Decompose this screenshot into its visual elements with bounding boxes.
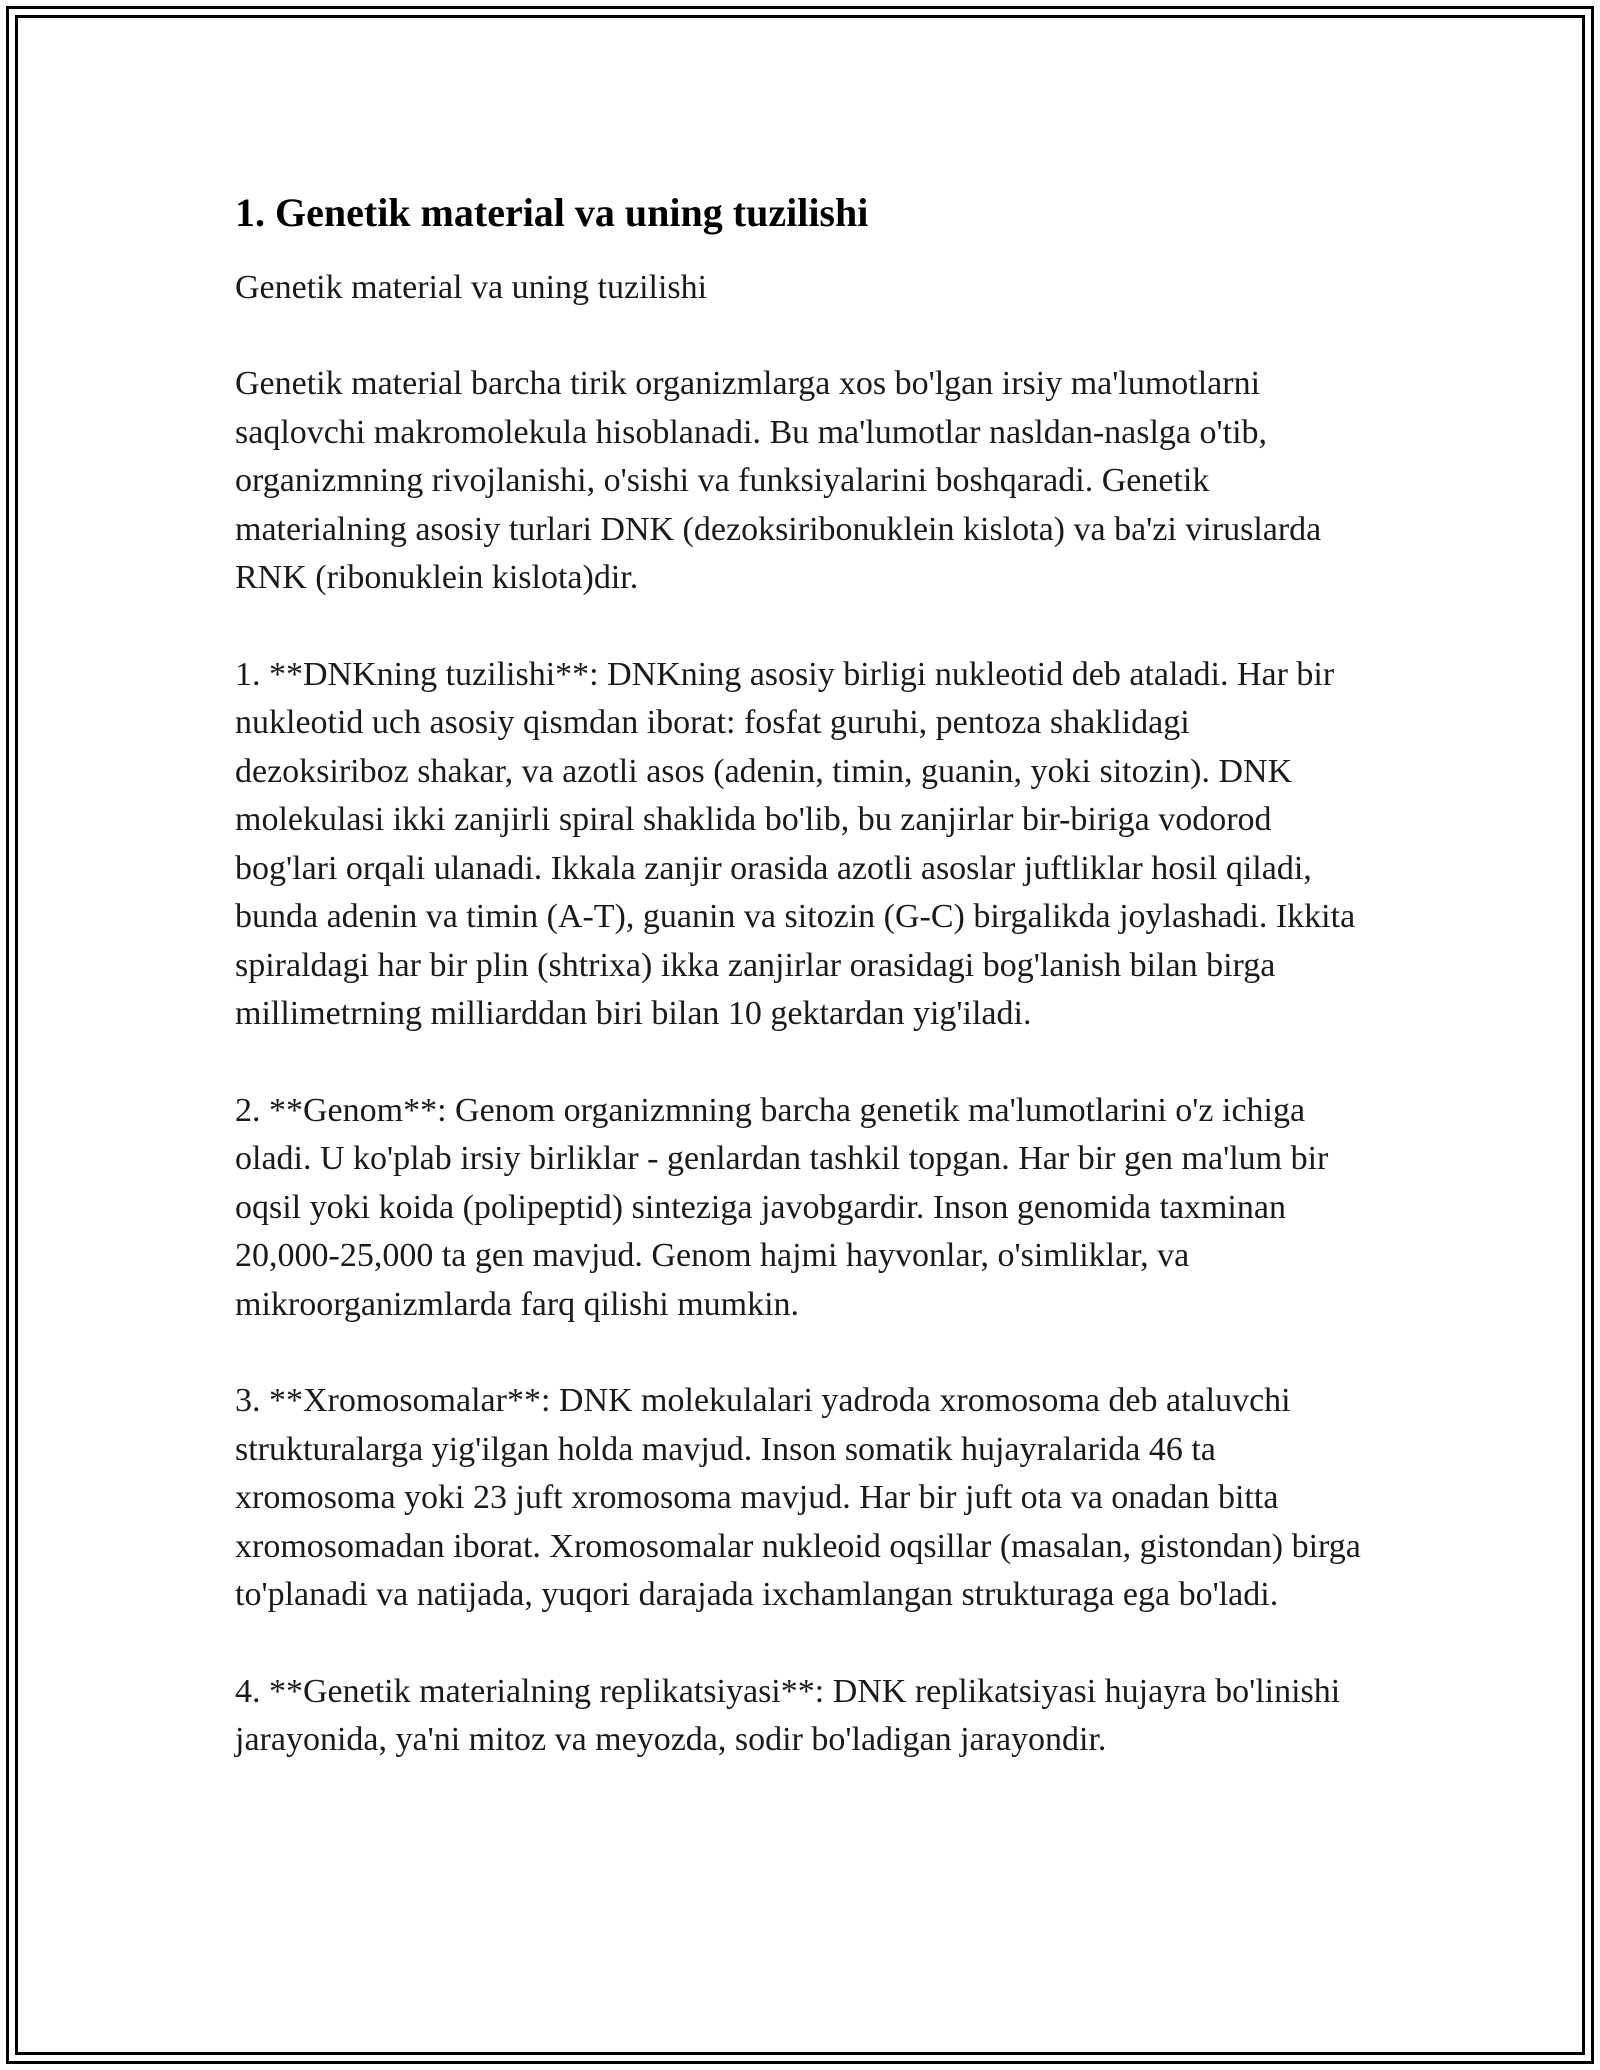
paragraph-genome: 2. **Genom**: Genom organizmning barcha genetik ma'lumotlarini o'z ichiga oladi. U ko'plab irsiy birliklar - genlardan tashkil topgan. Har bir gen ma'lum bir oqsil yoki koida (polipeptid) sinteziga javobgardir. Inson genomida taxminan 20,000-25,000 ta gen mavjud. Genom hajmi hayvonlar, o'simliklar, va mikroorganizmlarda farq qilishi mumkin. — [235, 1091, 1329, 1323]
document-subtitle: Genetik material va uning tuzilishi — [235, 269, 708, 306]
paragraph-chromosomes: 3. **Xromosomalar**: DNK molekulalari yadroda xromosoma deb ataluvchi strukturalarga yig'ilgan holda mavjud. Inson somatik hujayralarida 46 ta xromosoma yoki 23 juft xromosoma mavjud. Har bir juft ota va onadan bitta xromosomadan iborat. Xromosomalar nukleoid oqsillar (masalan, gistondan) birga to'planadi va natijada, yuqori darajada ixchamlangan strukturaga ega bo'ladi. — [235, 1382, 1361, 1613]
paragraph-replication: 4. **Genetik materialning replikatsiyasi**: DNK replikatsiyasi hujayra bo'linishi jarayonida, ya'ni mitoz va meyozda, sodir bo'ladigan jarayondir. — [235, 1672, 1341, 1758]
paragraph-intro: Genetik material barcha tirik organizmlarga xos bo'lgan irsiy ma'lumotlarni saqlovchi makromolekula hisoblanadi. Bu ma'lumotlar nasldan-naslga o'tib, organizmning rivojlanishi, o'sishi va funksiyalarini boshqaradi. Genetik materialning asosiy turlari DNK (dezoksiribonuklein kislota) va ba'zi viruslarda RNK (ribonuklein kislota)dir. — [235, 365, 1322, 596]
document-title: 1. Genetik material va uning tuzilishi — [235, 190, 869, 235]
paragraph-dnk-structure: 1. **DNKning tuzilishi**: DNKning asosiy birligi nukleotid deb ataladi. Har bir nukleotid uch asosiy qismdan iborat: fosfat guruhi, pentoza shaklidagi dezoksiriboz shakar, va azotli asos (adenin, timin, guanin, yoki sitozin). DNK molekulasi ikki zanjirli spiral shaklida bo'lib, bu zanjirlar bir-biriga vodorod bog'lari orqali ulanadi. Ikkala zanjir orasida azotli asoslar juftliklar hosil qiladi, bunda adenin va timin (A-T), guanin va sitozin (G-C) birgalikda joylashadi. Ikkita spiraldagi har bir plin (shtrixa) ikka zanjirlar orasidagi bog'lanish bilan birga millimetrning milliarddan biri bilan 10 gektardan yig'iladi. — [235, 655, 1356, 1032]
document-body — [235, 188, 1370, 1765]
